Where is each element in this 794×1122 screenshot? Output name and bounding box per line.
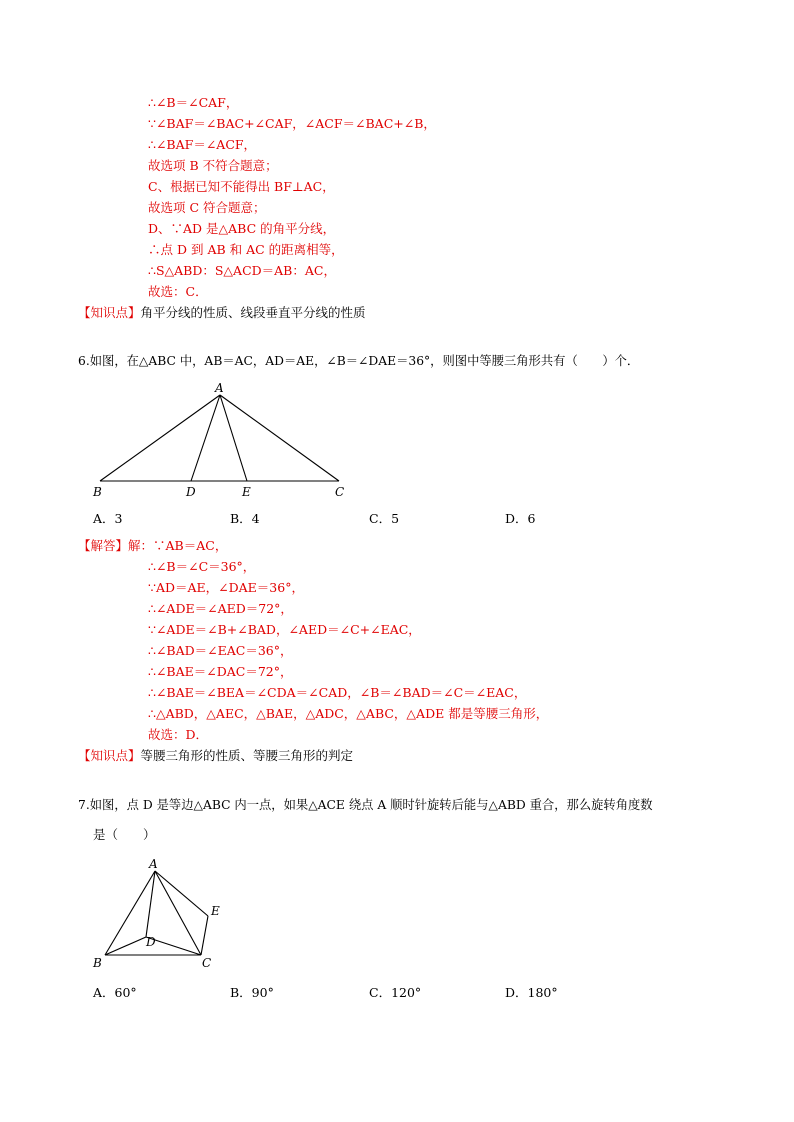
point-label-a: A [215, 381, 224, 395]
option-d[interactable]: D．6 [505, 511, 536, 526]
answer-line: ∴∠B＝∠C＝36°， [148, 559, 256, 574]
point-label-c: C [202, 956, 212, 970]
answer-line: ∴∠ADE＝∠AED＝72°， [148, 601, 293, 616]
option-a[interactable]: A．60° [93, 985, 137, 1000]
option-d[interactable]: D．180° [505, 985, 558, 1000]
answer-tag: 【解答】 [78, 538, 129, 553]
answer-line: ∴∠BAD＝∠EAC＝36°， [148, 643, 293, 658]
option-c[interactable]: C．120° [369, 985, 422, 1000]
question-6-stem: 6.如图，在△ABC 中，AB＝AC，AD＝AE，∠B＝∠DAE＝36°，则图中等腰三角形共有（ ）个． [78, 354, 640, 368]
solution-line: D、∵AD 是△ABC 的角平分线， [148, 221, 336, 236]
solution-line: C、根据已知不能得出 BF⊥AC， [148, 179, 335, 194]
point-label-e: E [242, 485, 251, 499]
option-b[interactable]: B．4 [230, 511, 260, 526]
point-label-d: D [146, 935, 156, 949]
solution-line: ∴S△ABD：S△ACD＝AB：AC， [148, 263, 336, 278]
knowledge-point-5 [78, 304, 366, 322]
answer-line: 故选：D． [148, 727, 209, 742]
option-a[interactable]: A．3 [93, 511, 123, 526]
point-label-b: B [93, 485, 102, 499]
solution-line: 故选：C． [148, 284, 208, 299]
question-7-stem-line2: 是（ ） [93, 827, 156, 842]
point-label-a: A [149, 857, 158, 871]
option-c[interactable]: C．5 [369, 511, 400, 526]
solution-line: ∴∠B＝∠CAF， [148, 95, 239, 110]
solution-line: ∵∠BAF＝∠BAC+∠CAF，∠ACF＝∠BAC+∠B， [148, 116, 436, 131]
point-label-e: E [211, 904, 220, 918]
solution-line: ∴∠BAF＝∠ACF， [148, 137, 257, 152]
knowledge-tag: 【知识点】 [78, 305, 141, 320]
solution-line: 故选项 C 符合题意； [148, 200, 266, 215]
answer-line: ∴△ABD，△AEC，△BAE，△ADC，△ABC，△ADE 都是等腰三角形， [148, 706, 549, 721]
answer-line: ∵∠ADE＝∠B+∠BAD，∠AED＝∠C+∠EAC， [148, 622, 421, 637]
option-b[interactable]: B．90° [230, 985, 274, 1000]
answer-line: 解：∵AB＝AC， [128, 538, 228, 553]
answer-line: ∴∠BAE＝∠DAC＝72°， [148, 664, 293, 679]
solution-line: 故选项 B 不符合题意； [148, 158, 278, 173]
point-label-d: D [186, 485, 196, 499]
knowledge-tag: 【知识点】 [78, 748, 141, 763]
knowledge-point-6 [78, 747, 353, 765]
solution-line: ∴点 D 到 AB 和 AC 的距离相等， [148, 242, 344, 257]
point-label-b: B [93, 956, 102, 970]
point-label-c: C [335, 485, 345, 499]
knowledge-text: 等腰三角形的性质、等腰三角形的判定 [140, 748, 354, 763]
answer-header [78, 537, 227, 555]
answer-line: ∵AD＝AE，∠DAE＝36°， [148, 580, 304, 595]
question-7-stem-line1: 7.如图，点 D 是等边△ABC 内一点，如果△ACE 绕点 A 顺时针旋转后能与△ABD 重合，那么旋转角度数 [78, 798, 653, 812]
knowledge-text: 角平分线的性质、线段垂直平分线的性质 [140, 305, 366, 320]
answer-line: ∴∠BAE＝∠BEA＝∠CDA＝∠CAD，∠B＝∠BAD＝∠C＝∠EAC， [148, 685, 527, 700]
